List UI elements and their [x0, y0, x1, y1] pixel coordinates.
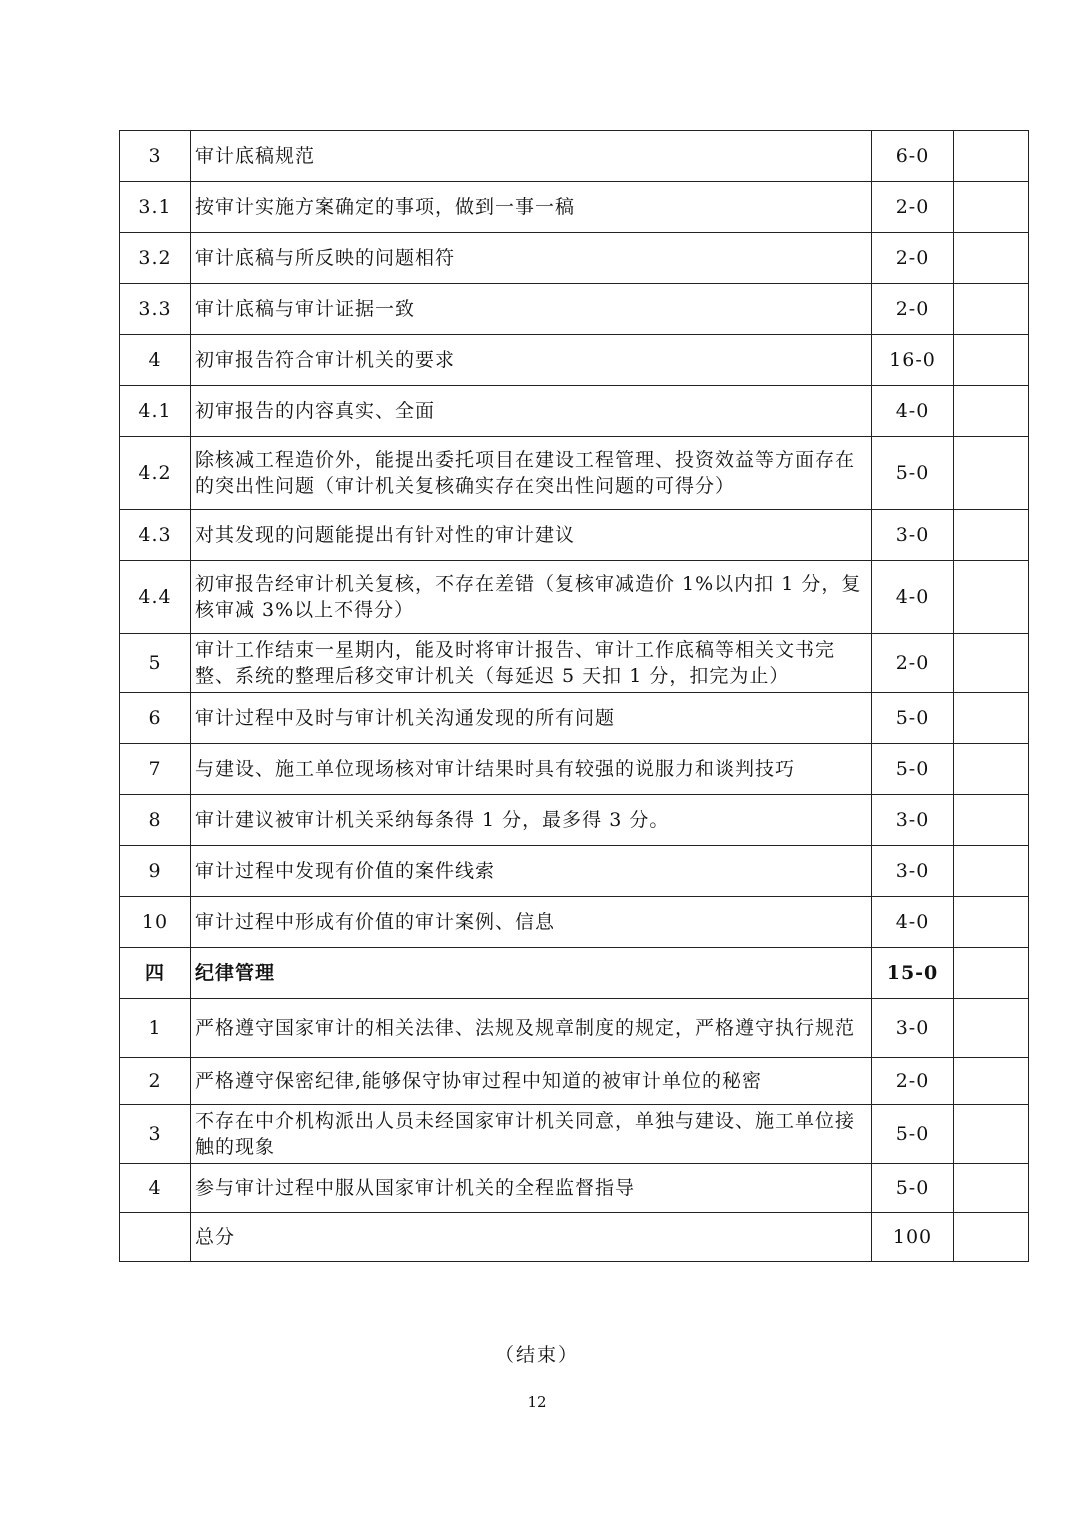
row-number: 4.2: [120, 437, 191, 510]
table-row: [120, 744, 1029, 795]
table-row: [120, 1164, 1029, 1213]
row-number: 3.1: [120, 182, 191, 233]
row-number: 4.4: [120, 561, 191, 634]
row-number: 10: [120, 897, 191, 948]
row-number: 3.3: [120, 284, 191, 335]
row-blank-cell: [954, 846, 1029, 897]
row-item: 严格遵守国家审计的相关法律、法规及规章制度的规定，严格遵守执行规范: [191, 999, 872, 1058]
row-item: 除核减工程造价外，能提出委托项目在建设工程管理、投资效益等方面存在的突出性问题（审计机关复核确实存在突出性问题的可得分）: [191, 437, 872, 510]
row-score: 16-0: [872, 335, 954, 386]
row-score: 4-0: [872, 561, 954, 634]
row-score: 2-0: [872, 182, 954, 233]
table-row: [120, 693, 1029, 744]
row-score: 5-0: [872, 1164, 954, 1213]
total-label: 总分: [191, 1213, 872, 1262]
table-row: [120, 634, 1029, 693]
row-item: 审计建议被审计机关采纳每条得 1 分，最多得 3 分。: [191, 795, 872, 846]
row-score: 3-0: [872, 999, 954, 1058]
row-blank-cell: [954, 386, 1029, 437]
row-item: 审计底稿规范: [191, 131, 872, 182]
table-row: [120, 335, 1029, 386]
row-item: 按审计实施方案确定的事项，做到一事一稿: [191, 182, 872, 233]
row-score: 6-0: [872, 131, 954, 182]
row-blank-cell: [954, 437, 1029, 510]
row-item: 与建设、施工单位现场核对审计结果时具有较强的说服力和谈判技巧: [191, 744, 872, 795]
row-number: 9: [120, 846, 191, 897]
row-blank-cell: [954, 1058, 1029, 1105]
row-score: 4-0: [872, 897, 954, 948]
section-score: 15-0: [872, 948, 954, 999]
score-table: [119, 130, 1029, 1262]
row-blank-cell: [954, 744, 1029, 795]
row-score: 5-0: [872, 693, 954, 744]
table-row: [120, 182, 1029, 233]
row-item: 审计工作结束一星期内，能及时将审计报告、审计工作底稿等相关文书完整、系统的整理后移交审计机关（每延迟 5 天扣 1 分，扣完为止）: [191, 634, 872, 693]
section-number: 四: [120, 948, 191, 999]
row-blank-cell: [954, 131, 1029, 182]
total-row: [120, 1213, 1029, 1262]
section-row: [120, 948, 1029, 999]
row-blank-cell: [954, 948, 1029, 999]
row-blank-cell: [954, 561, 1029, 634]
table-row: [120, 999, 1029, 1058]
row-item: 对其发现的问题能提出有针对性的审计建议: [191, 510, 872, 561]
row-score: 3-0: [872, 510, 954, 561]
row-number: 3: [120, 131, 191, 182]
row-number: 1: [120, 999, 191, 1058]
row-item: 初审报告的内容真实、全面: [191, 386, 872, 437]
table-row: [120, 510, 1029, 561]
row-score: 5-0: [872, 1105, 954, 1164]
row-item: 不存在中介机构派出人员未经国家审计机关同意，单独与建设、施工单位接触的现象: [191, 1105, 872, 1164]
row-blank-cell: [954, 634, 1029, 693]
row-number: 4.3: [120, 510, 191, 561]
row-item: 参与审计过程中服从国家审计机关的全程监督指导: [191, 1164, 872, 1213]
row-item: 严格遵守保密纪律,能够保守协审过程中知道的被审计单位的秘密: [191, 1058, 872, 1105]
row-item: 初审报告经审计机关复核，不存在差错（复核审减造价 1%以内扣 1 分，复核审减 3%以上不得分）: [191, 561, 872, 634]
row-number: 4.1: [120, 386, 191, 437]
row-item: 审计过程中形成有价值的审计案例、信息: [191, 897, 872, 948]
total-number-cell: [120, 1213, 191, 1262]
row-blank-cell: [954, 182, 1029, 233]
row-blank-cell: [954, 1164, 1029, 1213]
row-number: 3.2: [120, 233, 191, 284]
row-blank-cell: [954, 795, 1029, 846]
row-blank-cell: [954, 335, 1029, 386]
row-number: 3: [120, 1105, 191, 1164]
table-row: [120, 131, 1029, 182]
row-item: 审计过程中发现有价值的案件线索: [191, 846, 872, 897]
row-score: 3-0: [872, 795, 954, 846]
row-blank-cell: [954, 897, 1029, 948]
table-row: [120, 561, 1029, 634]
row-score: 4-0: [872, 386, 954, 437]
row-score: 5-0: [872, 744, 954, 795]
row-score: 3-0: [872, 846, 954, 897]
row-score: 2-0: [872, 233, 954, 284]
table-row: [120, 1105, 1029, 1164]
row-item: 审计过程中及时与审计机关沟通发现的所有问题: [191, 693, 872, 744]
end-mark: （结束）: [494, 1344, 579, 1366]
page-number: 12: [527, 1393, 547, 1411]
row-blank-cell: [954, 510, 1029, 561]
row-score: 5-0: [872, 437, 954, 510]
row-number: 7: [120, 744, 191, 795]
table-row: [120, 437, 1029, 510]
row-item: 审计底稿与审计证据一致: [191, 284, 872, 335]
row-blank-cell: [954, 1105, 1029, 1164]
table-row: [120, 1058, 1029, 1105]
row-score: 2-0: [872, 634, 954, 693]
table-row: [120, 284, 1029, 335]
row-blank-cell: [954, 999, 1029, 1058]
row-number: 6: [120, 693, 191, 744]
table-row: [120, 233, 1029, 284]
row-blank-cell: [954, 693, 1029, 744]
row-number: 8: [120, 795, 191, 846]
row-blank-cell: [954, 233, 1029, 284]
row-number: 4: [120, 1164, 191, 1213]
row-item: 初审报告符合审计机关的要求: [191, 335, 872, 386]
table-row: [120, 897, 1029, 948]
row-score: 2-0: [872, 1058, 954, 1105]
row-item: 审计底稿与所反映的问题相符: [191, 233, 872, 284]
section-title: 纪律管理: [191, 948, 872, 999]
table-row: [120, 386, 1029, 437]
table-row: [120, 795, 1029, 846]
row-blank-cell: [954, 1213, 1029, 1262]
row-number: 2: [120, 1058, 191, 1105]
row-number: 5: [120, 634, 191, 693]
row-score: 2-0: [872, 284, 954, 335]
table-row: [120, 846, 1029, 897]
total-score: 100: [872, 1213, 954, 1262]
row-number: 4: [120, 335, 191, 386]
row-blank-cell: [954, 284, 1029, 335]
